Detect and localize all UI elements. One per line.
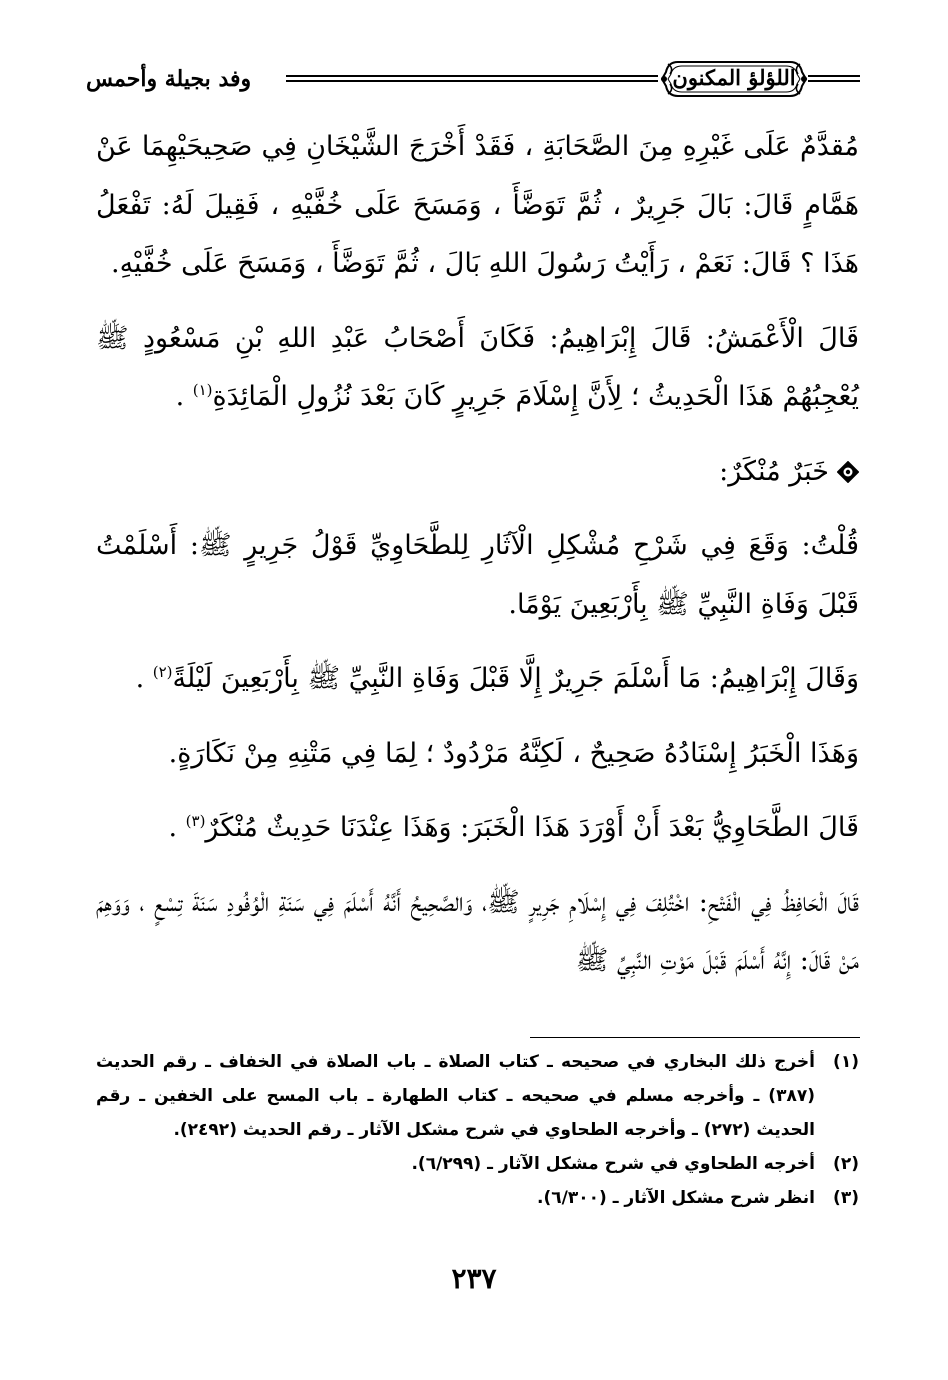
- header-rule-right: [808, 75, 860, 82]
- footnote-3: [96, 1181, 859, 1215]
- paragraph-2-text: قَالَ الْأَعْمَشُ: قَالَ إِبْرَاهِيمُ: فَكَانَ أَصْحَابُ عَبْدِ اللهِ بْنِ مَسْعُودٍ ﷺ يُعْجِبُهُمْ هَذَا الْحَدِيثُ ؛ لِأَنَّ إِسْلَامَ جَرِيرٍ كَانَ بَعْدَ نُزُولِ الْمَائِدَةِ: [96, 322, 859, 412]
- footnote-marker-2: (٢): [152, 663, 173, 681]
- paragraph-2: [96, 310, 859, 427]
- book-title: اللؤلؤ المكنون: [672, 65, 796, 90]
- paragraph-4: [96, 650, 859, 709]
- paragraph-1: مُقدَّمٌ عَلَى غَيْرِهِ مِنَ الصَّحَابَةِ ، فَقَدْ أَخْرَجَ الشَّيْخَانِ فِي صَحِيحَيْهِمَا عَنْ هَمَّامٍ قَالَ: بَالَ جَرِيرٌ ، ثُمَّ تَوَضَّأَ ، وَمَسَحَ عَلَى خُفَّيْهِ ، فَقِيلَ لَهُ: تَفْعَلُ هَذَا ؟ قَالَ: نَعَمْ ، رَأَيْتُ رَسُولَ اللهِ بَالَ ، ثُمَّ تَوَضَّأَ ، وَمَسَحَ عَلَى خُفَّيْهِ.: [96, 131, 859, 279]
- paragraph-5: وَهَذَا الْخَبَرُ إِسْنَادُهُ صَحِيحٌ ، لَكِنَّهُ مَرْدُودٌ ؛ لِمَا فِي مَتْنِهِ مِنْ نَكَارَةٍ.: [168, 737, 859, 769]
- footnotes: [96, 1045, 859, 1215]
- section-title: وفد بجيلة وأحمس: [86, 66, 252, 92]
- paragraph-6-end: .: [168, 812, 186, 843]
- footnote-number: (٣): [833, 1188, 859, 1208]
- footnote-1: [96, 1045, 859, 1147]
- footnote-2: [96, 1147, 859, 1181]
- paragraph-3: قُلْتُ: وَقَعَ فِي شَرْحِ مُشْكِلِ الْآثَارِ لِلطَّحَاوِيِّ قَوْلُ جَرِيرٍ ﷺ: أَسْلَمْتُ قَبْلَ وَفَاةِ النَّبِيِّ ﷺ بِأَرْبَعِينَ يَوْمًا.: [96, 530, 859, 620]
- book-title-emblem: [660, 56, 808, 102]
- paragraph-6-text: قَالَ الطَّحَاوِيُّ بَعْدَ أَنْ أَوْرَدَ هَذَا الْخَبَرَ: وَهَذَا عِنْدَنَا حَدِيثٌ مُنْكَرٌ: [205, 812, 859, 843]
- footnote-marker-3: (٣): [185, 812, 206, 830]
- footnote-number: (٢): [833, 1154, 859, 1174]
- footnote-text: أخرجه الطحاوي في شرح مشكل الآثار ـ (٦/٢٩٩).: [411, 1154, 815, 1174]
- footnote-marker-1: (١): [192, 381, 213, 399]
- section-heading-text: خَبَرٌ مُنْكَرٌ:: [719, 455, 829, 487]
- header-rule: [286, 75, 658, 82]
- footnote-text: انظر شرح مشكل الآثار ـ (٦/٣٠٠).: [537, 1188, 815, 1208]
- paragraph-4-end: .: [135, 663, 153, 694]
- paragraph-4-text: وَقَالَ إِبْرَاهِيمُ: مَا أَسْلَمَ جَرِيرٌ إِلَّا قَبْلَ وَفَاةِ النَّبِيِّ ﷺ بِأَرْبَعِينَ لَيْلَةً: [172, 663, 859, 694]
- main-text: [96, 118, 859, 991]
- footnote-number: (١): [833, 1052, 859, 1072]
- footnote-separator: [530, 1037, 860, 1038]
- section-heading: [96, 443, 859, 502]
- page-number: ٢٣٧: [451, 1262, 497, 1295]
- flower-ornament-icon: [837, 461, 859, 483]
- paragraph-6: [96, 799, 859, 858]
- footnote-text: أخرج ذلك البخاري في صحيحه ـ كتاب الصلاة ـ باب الصلاة في الخفاف ـ رقم الحديث (٣٨٧) ـ وأخرجه مسلم في صحيحه ـ كتاب الطهارة ـ باب المسح على الخفين ـ رقم الحديث (٢٧٢) ـ وأخرجه الطحاوي في شرح مشكل الآثار ـ رقم الحديث (٢٤٩٢).: [96, 1052, 815, 1140]
- running-header: [86, 56, 860, 112]
- paragraph-7: قَالَ الْحَافِظُ فِي الْفَتْحِ: اخْتُلِفَ فِي إِسْلَامِ جَرِيرٍ ﷺ، وَالصَّحِيحُ أَنَّهُ أَسْلَمَ فِي سَنَةِ الْوُفُودِ سَنَةَ تِسْعٍ ، وَوَهِمَ مَنْ قَالَ: إِنَّهُ أَسْلَمَ قَبْلَ مَوْتِ النَّبِيِّ ﷺ: [96, 886, 859, 976]
- paragraph-2-end: .: [175, 381, 193, 412]
